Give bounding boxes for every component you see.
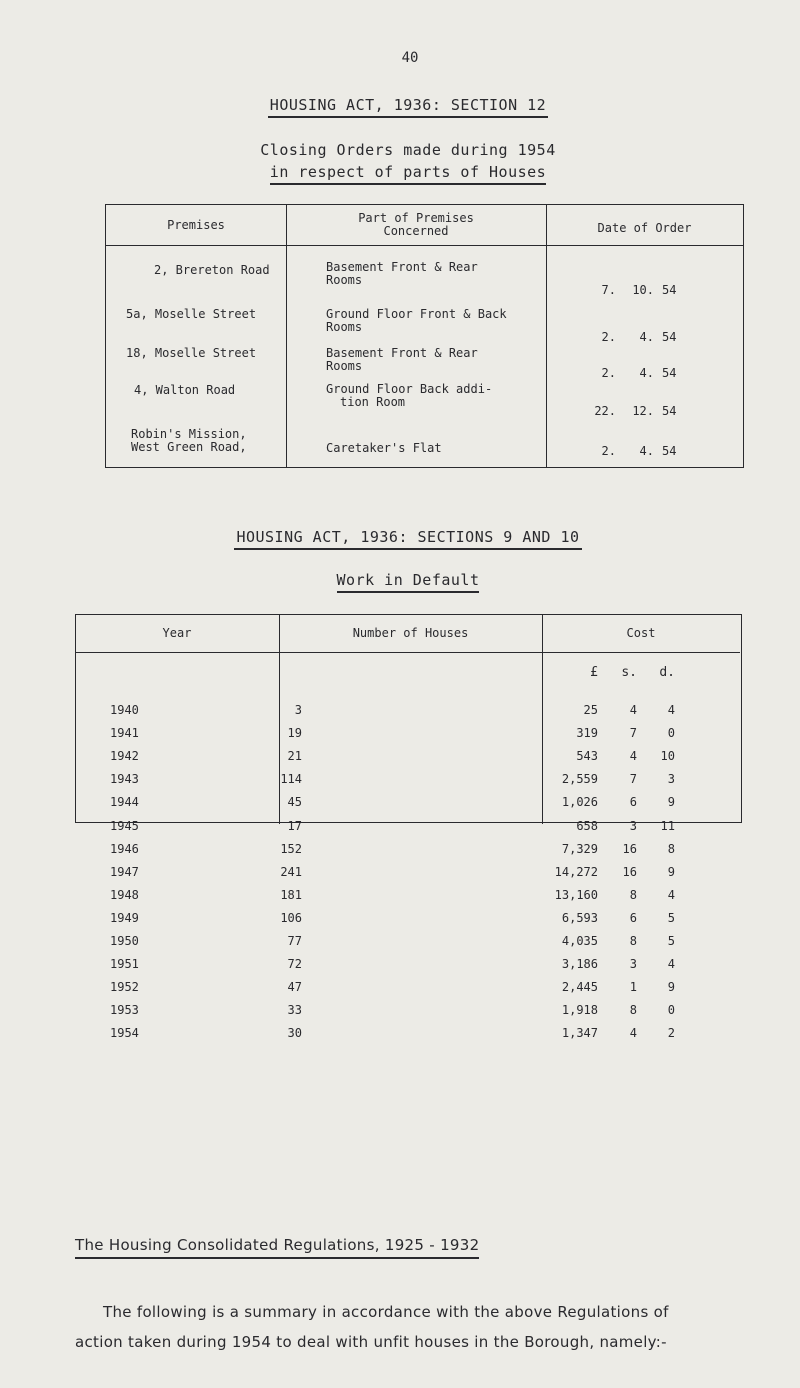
houses-cell: 241 (280, 865, 302, 879)
pence-cell: 9 (667, 980, 675, 994)
pounds-cell: 2,445 (561, 980, 598, 994)
pounds-cell: 319 (576, 726, 598, 740)
table-row (0, 819, 800, 839)
summary-paragraph (75, 1297, 755, 1357)
premises-cell: 18, Moselle Street (126, 346, 257, 360)
pounds-cell: 1,026 (561, 795, 598, 809)
pounds-cell: 1,918 (561, 1003, 598, 1017)
houses-cell: 45 (287, 795, 302, 809)
year-cell: 1943 (110, 772, 139, 786)
houses-cell: 114 (280, 772, 302, 786)
houses-cell: 47 (287, 980, 302, 994)
pounds-cell: 13,160 (554, 888, 598, 902)
header-divider (106, 245, 743, 246)
part-cell: Ground Floor Front & Back (326, 307, 507, 321)
date-day: 2. (601, 444, 616, 458)
regulations-heading-text: The Housing Consolidated Regulations, 1925 - 1932 (75, 1236, 479, 1259)
part-cell: Rooms (326, 359, 363, 373)
year-cell: 1945 (110, 819, 139, 833)
section-subtitle-text: in respect of parts of Houses (270, 163, 546, 185)
houses-cell: 72 (287, 957, 302, 971)
regulations-heading (75, 1236, 479, 1254)
date-day: 2. (601, 330, 616, 344)
header-part-line2: Concerned (383, 224, 449, 238)
pence-cell: 5 (667, 934, 675, 948)
year-cell: 1946 (110, 842, 139, 856)
part-cell: Caretaker's Flat (326, 441, 442, 455)
shillings-cell: 1 (629, 980, 637, 994)
paragraph-line: action taken during 1954 to deal with unfit houses in the Borough, namely:- (75, 1333, 667, 1351)
section-subtitle-underlined (0, 571, 800, 589)
year-cell: 1940 (110, 703, 139, 717)
table-row (0, 1003, 800, 1023)
table-row (0, 749, 800, 769)
part-cell: Ground Floor Back addi- (326, 382, 493, 396)
year-cell: 1941 (110, 726, 139, 740)
header-divider (75, 652, 740, 653)
premises-cell: 4, Walton Road (134, 383, 236, 397)
houses-cell: 77 (287, 934, 302, 948)
shillings-cell: 4 (629, 703, 637, 717)
pence-cell: 2 (667, 1026, 675, 1040)
pence-cell: 8 (667, 842, 675, 856)
date-day: 7. (601, 283, 616, 297)
part-cell: Rooms (326, 273, 363, 287)
houses-cell: 19 (287, 726, 302, 740)
date-month: 12. (632, 404, 654, 418)
pounds-cell: 2,559 (561, 772, 598, 786)
shillings-cell: 8 (629, 888, 637, 902)
year-cell: 1948 (110, 888, 139, 902)
header-premises: Premises (167, 218, 225, 232)
pence-cell: 5 (667, 911, 675, 925)
section-heading-text: HOUSING ACT, 1936: SECTION 12 (268, 96, 548, 118)
header-pence: d. (659, 665, 675, 680)
shillings-cell: 7 (629, 772, 637, 786)
table-row (0, 1026, 800, 1046)
pence-cell: 4 (667, 957, 675, 971)
year-cell: 1942 (110, 749, 139, 763)
premises-cell: 2, Brereton Road (154, 263, 270, 277)
date-year: 54 (662, 283, 677, 297)
year-cell: 1944 (110, 795, 139, 809)
page-number: 40 (401, 50, 419, 66)
pence-cell: 0 (667, 726, 675, 740)
shillings-cell: 3 (629, 819, 637, 833)
shillings-cell: 6 (629, 911, 637, 925)
part-cell: tion Room (340, 395, 406, 409)
section-heading-work-in-default (0, 528, 800, 546)
shillings-cell: 6 (629, 795, 637, 809)
header-houses: Number of Houses (352, 626, 469, 640)
table-row (0, 842, 800, 862)
part-cell: Basement Front & Rear (326, 346, 478, 360)
houses-cell: 30 (287, 1026, 302, 1040)
header-year: Year (162, 626, 192, 640)
year-cell: 1947 (110, 865, 139, 879)
shillings-cell: 16 (622, 865, 637, 879)
section-subtitle: Closing Orders made during 1954 (260, 141, 556, 159)
table-row (0, 703, 800, 723)
section-subtitle-text: Work in Default (337, 571, 480, 593)
pounds-cell: 7,329 (561, 842, 598, 856)
shillings-cell: 4 (629, 749, 637, 763)
table-row (0, 772, 800, 792)
table-row (0, 957, 800, 977)
section-heading-closing-orders (0, 96, 800, 114)
shillings-cell: 8 (629, 1003, 637, 1017)
table-row (0, 934, 800, 954)
date-year: 54 (662, 330, 677, 344)
date-year: 54 (662, 366, 677, 380)
pounds-cell: 6,593 (561, 911, 598, 925)
year-cell: 1954 (110, 1026, 139, 1040)
year-cell: 1953 (110, 1003, 139, 1017)
table-row (0, 726, 800, 746)
section-heading-text: HOUSING ACT, 1936: SECTIONS 9 AND 10 (234, 528, 581, 550)
date-day: 22. (594, 404, 616, 418)
year-cell: 1949 (110, 911, 139, 925)
pence-cell: 0 (667, 1003, 675, 1017)
table-row (0, 980, 800, 1000)
shillings-cell: 8 (629, 934, 637, 948)
pounds-cell: 25 (583, 703, 598, 717)
part-cell: Rooms (326, 320, 363, 334)
header-shillings: s. (621, 665, 637, 680)
premises-cell: West Green Road, (131, 440, 247, 454)
shillings-cell: 16 (622, 842, 637, 856)
houses-cell: 3 (294, 703, 302, 717)
houses-cell: 33 (287, 1003, 302, 1017)
pence-cell: 9 (667, 865, 675, 879)
year-cell: 1951 (110, 957, 139, 971)
date-year: 54 (662, 444, 677, 458)
date-month: 4. (639, 366, 654, 380)
part-cell: Basement Front & Rear (326, 260, 478, 274)
pounds-cell: 1,347 (561, 1026, 598, 1040)
date-year: 54 (662, 404, 677, 418)
date-month: 10. (632, 283, 654, 297)
pounds-cell: 3,186 (561, 957, 598, 971)
premises-cell: Robin's Mission, (131, 427, 247, 441)
header-cost: Cost (626, 626, 656, 640)
houses-cell: 152 (280, 842, 302, 856)
closing-orders-table (105, 204, 744, 468)
shillings-cell: 7 (629, 726, 637, 740)
year-cell: 1952 (110, 980, 139, 994)
pounds-cell: 14,272 (554, 865, 598, 879)
houses-cell: 21 (287, 749, 302, 763)
houses-cell: 106 (280, 911, 302, 925)
pence-cell: 9 (667, 795, 675, 809)
pence-cell: 3 (667, 772, 675, 786)
shillings-cell: 4 (629, 1026, 637, 1040)
pence-cell: 4 (667, 888, 675, 902)
pence-cell: 4 (667, 703, 675, 717)
header-pounds: £ (590, 665, 598, 680)
houses-cell: 17 (287, 819, 302, 833)
pence-cell: 10 (660, 749, 675, 763)
date-month: 4. (639, 444, 654, 458)
header-part-line1: Part of Premises (358, 211, 474, 225)
table-row (0, 911, 800, 931)
pounds-cell: 658 (576, 819, 598, 833)
shillings-cell: 3 (629, 957, 637, 971)
pounds-cell: 543 (576, 749, 598, 763)
paragraph-line: The following is a summary in accordance with the above Regulations of (103, 1303, 669, 1321)
table-row (0, 888, 800, 908)
section-subtitle-underlined (0, 163, 800, 181)
year-cell: 1950 (110, 934, 139, 948)
premises-cell: 5a, Moselle Street (126, 307, 257, 321)
houses-cell: 181 (280, 888, 302, 902)
pence-cell: 11 (660, 819, 675, 833)
table-row (0, 795, 800, 815)
header-date: Date of Order (597, 221, 692, 235)
date-day: 2. (601, 366, 616, 380)
date-month: 4. (639, 330, 654, 344)
table-row (0, 865, 800, 885)
pounds-cell: 4,035 (561, 934, 598, 948)
currency-header-row (0, 665, 800, 685)
